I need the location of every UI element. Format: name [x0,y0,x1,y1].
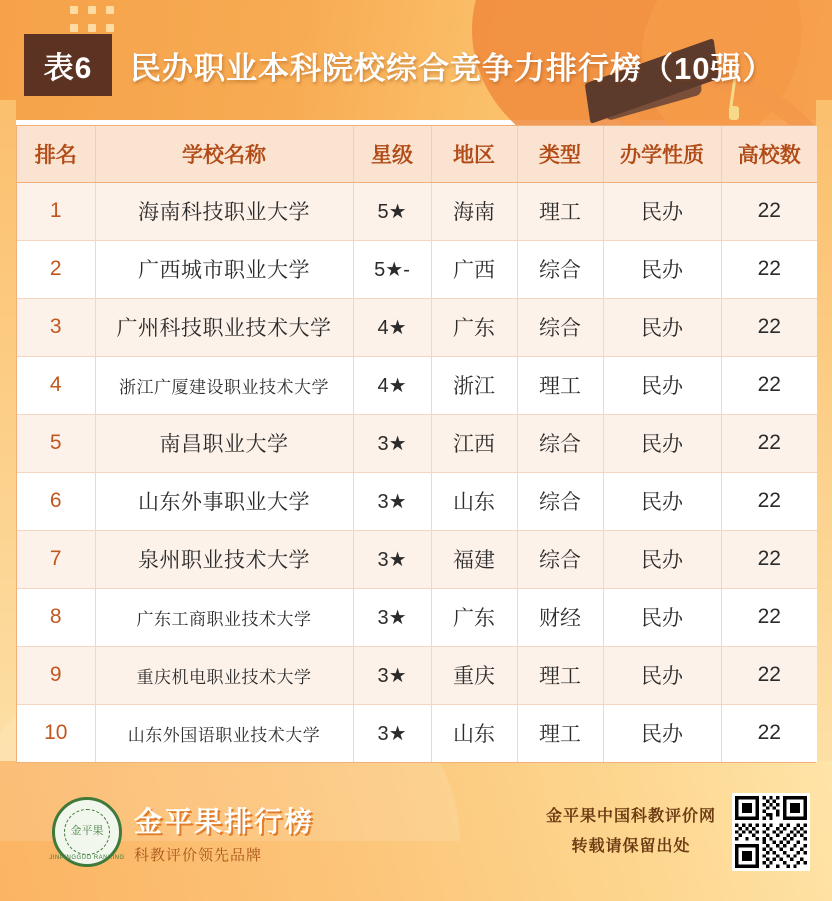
cell-count: 22 [721,472,817,530]
cell-star: 5★ [353,182,431,240]
cell-star: 3★ [353,704,431,762]
cell-nature: 民办 [603,240,721,298]
left-edge-strip [0,100,16,771]
cell-nature: 民办 [603,414,721,472]
cell-count: 22 [721,530,817,588]
cell-type: 综合 [517,530,603,588]
cell-star: 3★ [353,414,431,472]
column-header-nature: 办学性质 [603,126,721,182]
cell-name: 广西城市职业大学 [95,240,353,298]
cell-star: 3★ [353,588,431,646]
brand-logo [49,797,315,867]
table-row [17,588,817,646]
footer-reprint-note: 转载请保留出处 [571,838,691,855]
cell-count: 22 [721,182,817,240]
cell-name: 南昌职业大学 [95,414,353,472]
cell-nature: 民办 [603,588,721,646]
footer-credit [546,793,810,871]
table-row [17,472,817,530]
footer [0,771,832,901]
cell-area: 广西 [431,240,517,298]
cell-star: 3★ [353,472,431,530]
cell-rank: 3 [17,298,95,356]
cell-type: 理工 [517,182,603,240]
cell-type: 综合 [517,414,603,472]
column-header-name: 学校名称 [95,126,353,182]
cell-count: 22 [721,704,817,762]
table-row [17,530,817,588]
cell-rank: 1 [17,182,95,240]
cell-rank: 6 [17,472,95,530]
cell-area: 海南 [431,182,517,240]
cell-area: 福建 [431,530,517,588]
cell-nature: 民办 [603,356,721,414]
table-row [17,182,817,240]
cell-type: 理工 [517,704,603,762]
column-header-count: 高校数 [721,126,817,182]
cell-star: 4★ [353,356,431,414]
brand-seal-ring-text: JINPINGGUO RANKING [49,855,125,861]
cell-nature: 民办 [603,646,721,704]
cell-name: 山东外国语职业技术大学 [95,704,353,762]
table-number-badge: 表6 [24,34,112,96]
cell-count: 22 [721,356,817,414]
cell-name: 浙江广厦建设职业技术大学 [95,356,353,414]
cell-nature: 民办 [603,704,721,762]
cell-type: 综合 [517,240,603,298]
cell-rank: 5 [17,414,95,472]
page-title [24,34,774,96]
footer-site-name: 金平果中国科教评价网 [545,807,716,825]
cell-star: 3★ [353,530,431,588]
table-row [17,646,817,704]
column-header-type: 类型 [517,126,603,182]
cell-rank: 2 [17,240,95,298]
cell-area: 山东 [431,704,517,762]
table-header [17,126,817,182]
cell-nature: 民办 [603,298,721,356]
cell-nature: 民办 [603,182,721,240]
table-body [17,182,817,762]
cell-name: 广东工商职业技术大学 [95,588,353,646]
column-header-area: 地区 [431,126,517,182]
ranking-table-container [16,125,816,763]
cell-name: 泉州职业技术大学 [95,530,353,588]
brand-seal-icon [49,797,125,867]
cell-name: 重庆机电职业技术大学 [95,646,353,704]
cell-rank: 10 [17,704,95,762]
column-header-rank: 排名 [17,126,95,182]
cell-area: 浙江 [431,356,517,414]
cell-area: 广东 [431,298,517,356]
cell-rank: 7 [17,530,95,588]
cell-rank: 4 [17,356,95,414]
cell-name: 广州科技职业技术大学 [95,298,353,356]
ranking-table [17,126,817,762]
cell-area: 重庆 [431,646,517,704]
cell-area: 广东 [431,588,517,646]
table-row [17,414,817,472]
brand-wordmark [134,800,314,865]
cell-count: 22 [721,298,817,356]
table-header-row [17,126,817,182]
table-row [17,298,817,356]
right-edge-strip [816,100,832,771]
cell-type: 财经 [517,588,603,646]
cell-count: 22 [721,646,817,704]
cell-name: 山东外事职业大学 [95,472,353,530]
qr-code-icon[interactable] [732,793,810,871]
brand-slogan: 科教评价领先品牌 [134,846,263,864]
cell-count: 22 [721,240,817,298]
cell-type: 综合 [517,472,603,530]
cell-nature: 民办 [603,530,721,588]
footer-credit-lines [546,802,716,863]
cell-star: 5★- [353,240,431,298]
cell-count: 22 [721,588,817,646]
page-title-text: 民办职业本科院校综合竞争力排行榜（10强） [130,50,775,86]
cell-name: 海南科技职业大学 [95,182,353,240]
cell-nature: 民办 [603,472,721,530]
cell-type: 理工 [517,646,603,704]
table-row [17,704,817,762]
table-row [17,240,817,298]
column-header-star: 星级 [353,126,431,182]
cell-type: 理工 [517,356,603,414]
brand-seal-inner-text: 金平果 [64,809,110,855]
cell-star: 4★ [353,298,431,356]
cell-star: 3★ [353,646,431,704]
brand-name: 金平果排行榜 [134,805,315,837]
cell-type: 综合 [517,298,603,356]
cell-rank: 8 [17,588,95,646]
cell-count: 22 [721,414,817,472]
table-row [17,356,817,414]
cell-area: 山东 [431,472,517,530]
cell-area: 江西 [431,414,517,472]
cell-rank: 9 [17,646,95,704]
